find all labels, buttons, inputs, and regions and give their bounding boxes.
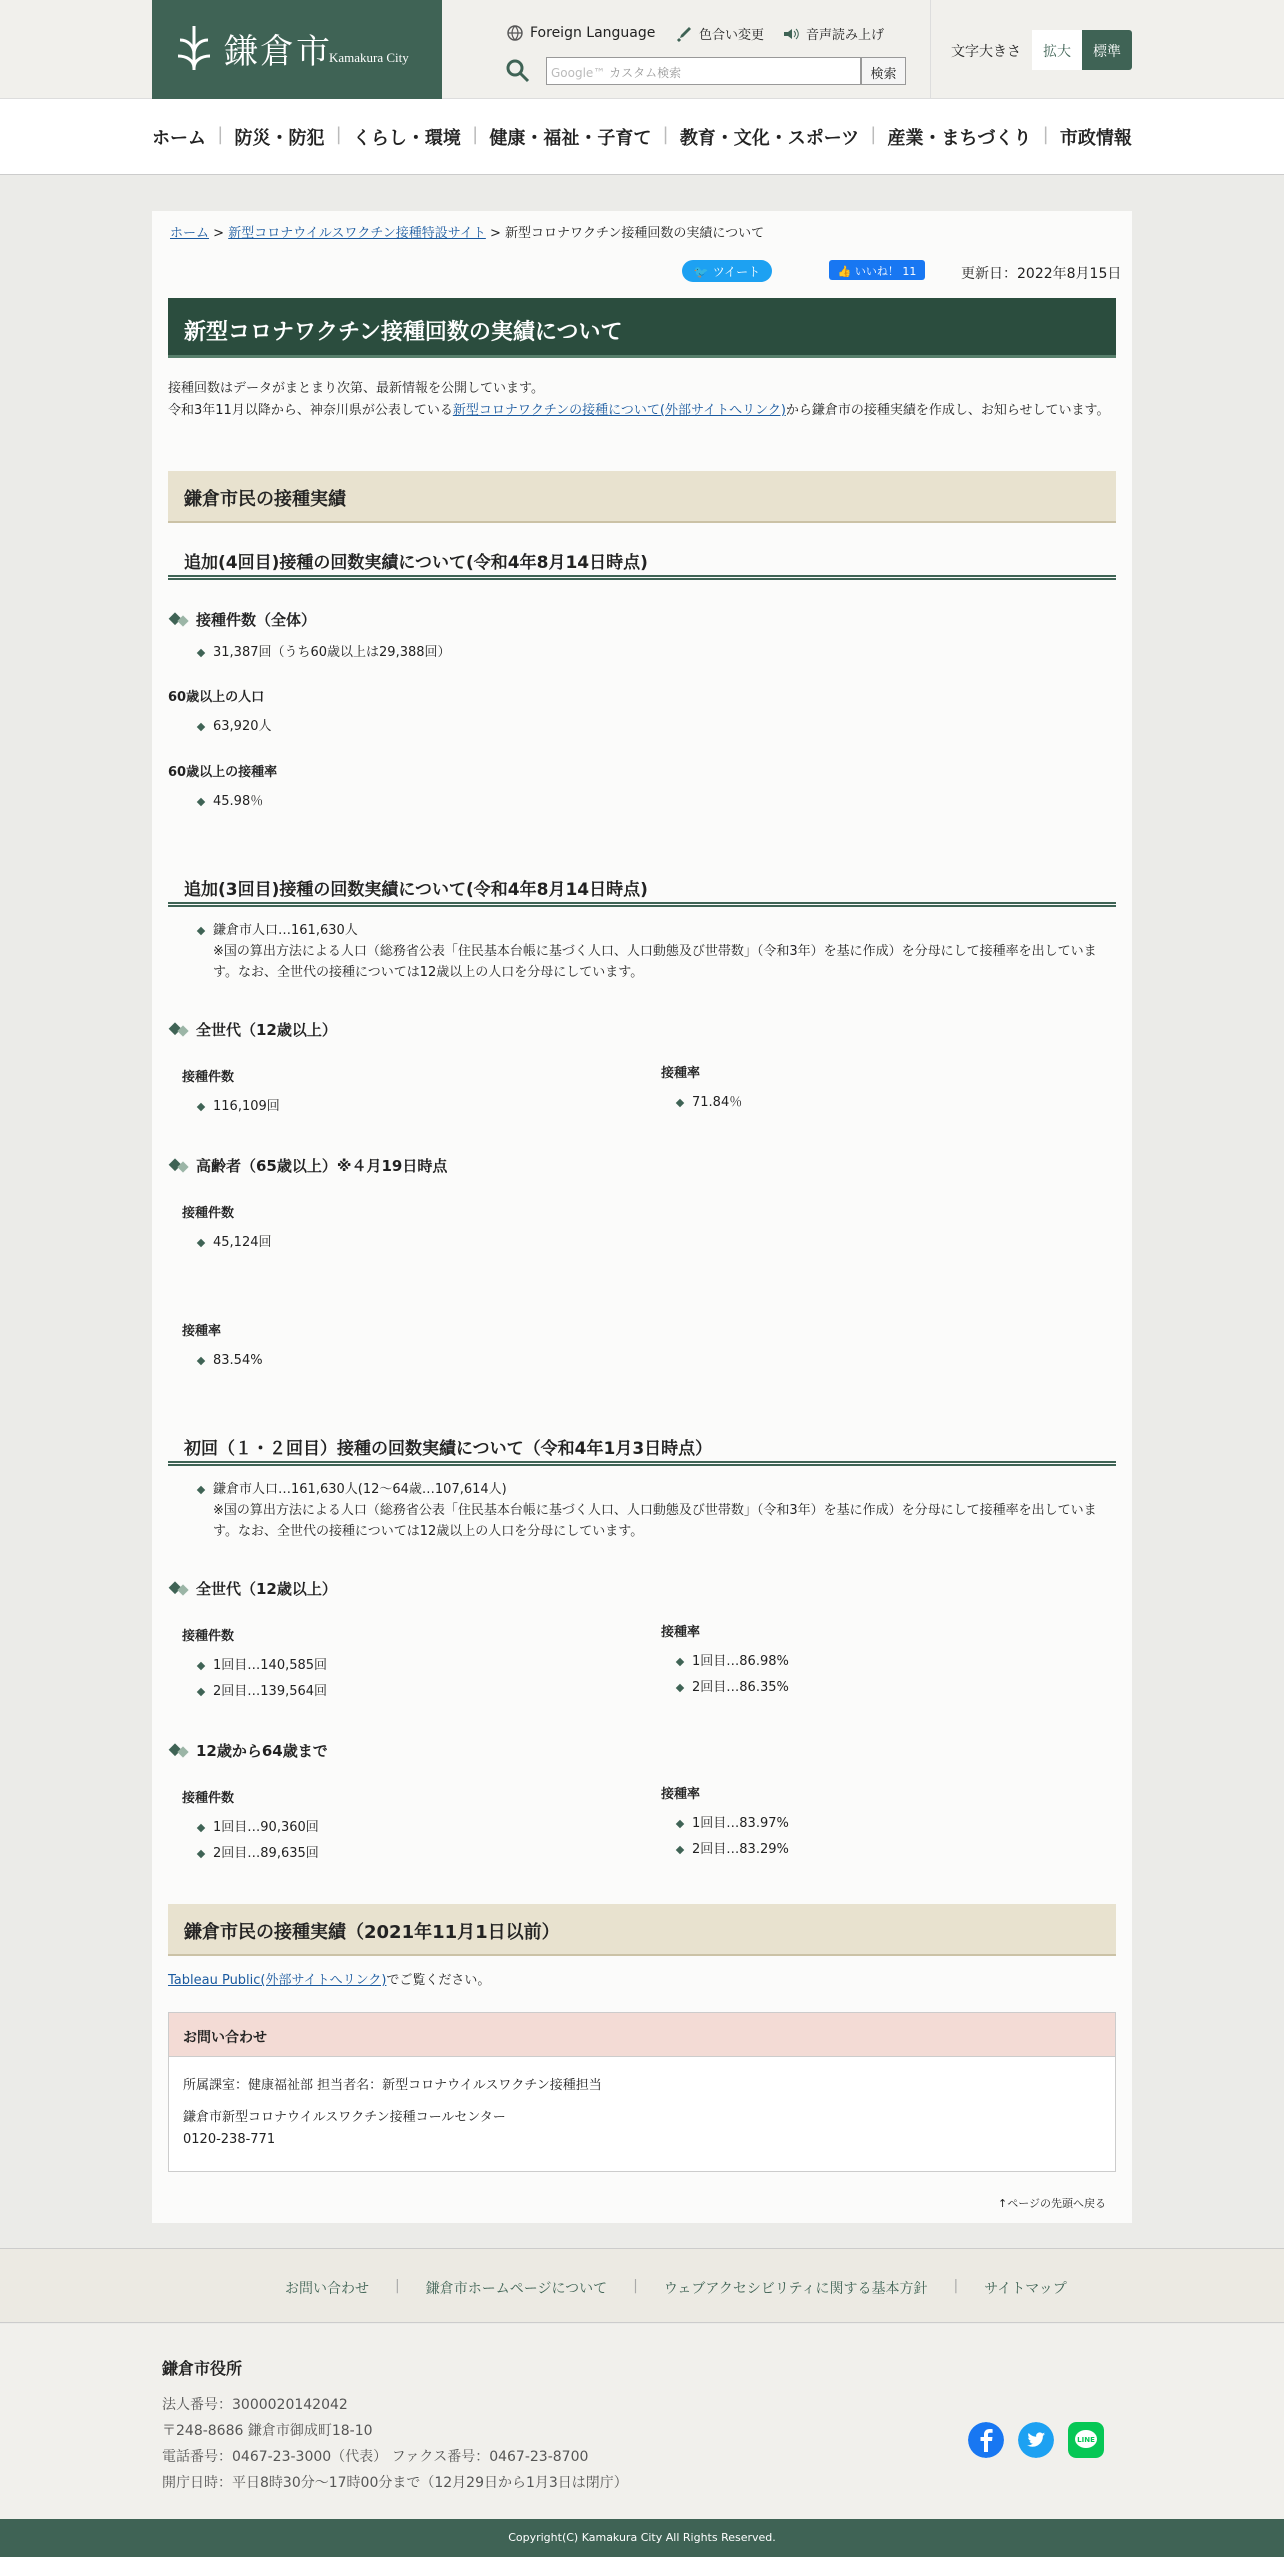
globe-icon [506,24,524,42]
thumbs-up-icon: 👍 [837,265,852,278]
nav-industry[interactable]: 産業・まちづくり [887,128,1032,149]
list-item: 63,920人 [213,717,272,737]
list-item: 1回目…83.97% [692,1814,789,1834]
address: 〒248-8686 鎌倉市御成町18-10 [162,2423,373,2439]
arrow-up-icon: ↑ [998,2197,1008,2210]
footer-link-sitemap[interactable]: サイトマップ [984,2281,1067,2297]
list-item: 鎌倉市人口…161,630人 [213,921,358,941]
subheading-small: 接種件数 [182,1206,235,1221]
font-enlarge-button[interactable]: 拡大 [1032,30,1082,70]
color-change-link[interactable]: 色合い変更 [675,24,764,43]
subheading-small: 接種率 [661,1066,701,1081]
diamond-icon [168,1021,190,1039]
subheading: 12歳から64歳まで [168,1740,328,1761]
svg-text:LINE: LINE [1077,2436,1095,2444]
global-nav: ホーム | 防災・防犯 | くらし・環境 | 健康・福祉・子育て | 教育・文化・スポーツ | 産業・まちづくり | 市政情報 [0,99,1284,175]
subheading-small: 60歳以上の接種率 [168,765,278,780]
list-item: 45,124回 [213,1233,272,1253]
updated-date: 更新日：2022年8月15日 [961,266,1122,282]
like-button[interactable]: 👍 いいね！ 11 [829,260,925,280]
tweet-button[interactable]: 🐦 ツイート [682,260,772,282]
dose3-heading: 追加(3回目)接種の回数実績について(令和4年8月14日時点) [168,867,1116,907]
list-item: 45.98％ [213,792,263,812]
list-item: 116,109回 [213,1097,280,1117]
footer-link-accessibility[interactable]: ウェブアクセシビリティに関する基本方針 [663,2281,928,2297]
foreign-language-link[interactable]: Foreign Language [506,24,655,42]
twitter-icon: 🐦 [693,265,709,279]
corp-number: 法人番号：3000020142042 [162,2397,348,2413]
list-item: 1回目…140,585回 [213,1656,327,1676]
crumb-vaccine-site[interactable]: 新型コロナウイルスワクチン接種特設サイト [228,226,486,241]
subheading: 高齢者（65歳以上）※４月19日時点 [168,1155,447,1176]
subheading: 全世代（12歳以上） [168,1019,337,1040]
inquiry-dept: 所属課室：健康福祉部 担当者名：新型コロナウイルスワクチン接種担当 [183,2078,602,2093]
nav-city-admin[interactable]: 市政情報 [1059,128,1132,149]
search-button[interactable]: 検索 [861,57,906,85]
diamond-icon [168,1580,190,1598]
inquiry-box [168,2012,1116,2172]
section-heading: 鎌倉市民の接種実績（2021年11月1日以前） [168,1904,1116,1956]
twitter-icon[interactable] [1018,2422,1054,2458]
page-top-link[interactable]: ↑ページの先頭へ戻る [998,2197,1106,2210]
facebook-icon[interactable] [968,2422,1004,2458]
office-name: 鎌倉市役所 [162,2359,243,2378]
search-input[interactable]: Google™ カスタム検索 [546,57,861,85]
brush-icon [675,25,693,43]
line-icon[interactable] [1068,2422,1104,2458]
emblem-icon [172,22,216,74]
list-item: 71.84％ [692,1093,742,1113]
note-text: ※国の算出方法による人口（総務省公表「住民基本台帳に基づく人口、人口動態及び世帯数」（令和3年）を基に作成）を分母にして接種率を出しています。なお、全世代の接種については12歳以上の人口を分母にしています。 [213,944,1097,980]
diamond-icon [168,611,190,629]
list-item: 1回目…90,360回 [213,1818,319,1838]
intro-text: 接種回数はデータがまとまり次第、最新情報を公開しています。 令和3年11月以降から、神奈川県が公表している新型コロナワクチンの接種について(外部サイトへリンク)から鎌倉市の接種実績を作成し、お知らせしています。 [168,381,1110,418]
site-header [0,0,1284,99]
main-content [152,211,1132,2223]
city-logo[interactable] [152,0,442,99]
list-item: 31,387回（うち60歳以上は29,388回） [213,643,451,663]
inquiry-title: お問い合わせ [169,2013,1115,2057]
city-name-en: Kamakura City [329,50,409,65]
kanagawa-link[interactable]: 新型コロナワクチンの接種について(外部サイトへリンク) [452,403,786,418]
footer-link-contact[interactable]: お問い合わせ [285,2281,369,2297]
diamond-icon [168,1742,190,1760]
tableau-text: Tableau Public(外部サイトへリンク)でご覧ください。 [168,1973,491,1988]
list-item: 2回目…86.35% [692,1678,789,1698]
subheading-small: 接種率 [182,1324,222,1339]
inquiry-center: 鎌倉市新型コロナウイルスワクチン接種コールセンター [183,2110,506,2125]
copyright: Copyright(C) Kamakura City All Rights Reserved. [0,2519,1284,2557]
inquiry-tel: 0120-238-771 [183,2132,276,2147]
dose4-heading: 追加(4回目)接種の回数実績について(令和4年8月14日時点) [168,540,1116,580]
subheading-small: 60歳以上の人口 [168,690,265,705]
nav-living[interactable]: くらし・環境 [352,128,461,149]
note-text: ※国の算出方法による人口（総務省公表「住民基本台帳に基づく人口、人口動態及び世帯数」（令和3年）を基に作成）を分母にして接種率を出しています。なお、全世代の接種については12歳以上の人口を分母にしています。 [213,1503,1097,1539]
font-size-control [930,0,1284,99]
subheading: 接種件数（全体） [168,609,316,630]
tableau-link[interactable]: Tableau Public(外部サイトへリンク) [168,1973,387,1988]
subheading-small: 接種件数 [182,1791,235,1806]
subheading-small: 接種件数 [182,1070,235,1085]
nav-disaster[interactable]: 防災・防犯 [234,128,325,149]
crumb-current: 新型コロナワクチン接種回数の実績について [505,226,765,241]
list-item: 2回目…83.29% [692,1840,789,1860]
nav-health[interactable]: 健康・福祉・子育て [489,128,652,149]
phone: 電話番号：0467-23-3000（代表） ファクス番号：0467-23-8700 [162,2449,589,2465]
voice-reader-link[interactable]: 音声読み上げ [782,24,884,43]
office-hours: 開庁日時：平日8時30分～17時00分まで（12月29日から1月3日は閉庁） [162,2475,628,2491]
list-item: 83.54% [213,1351,263,1371]
page-title: 新型コロナワクチン接種回数の実績について [168,298,1116,358]
city-name: 鎌倉市 [224,32,332,72]
subheading: 全世代（12歳以上） [168,1578,337,1599]
list-item: 2回目…139,564回 [213,1682,327,1702]
search-icon [505,58,531,84]
footer-link-about[interactable]: 鎌倉市ホームページについて [425,2281,608,2297]
subheading-small: 接種率 [661,1625,701,1640]
list-item: 2回目…89,635回 [213,1844,319,1864]
nav-home[interactable]: ホーム [152,128,206,149]
breadcrumb: ホーム > 新型コロナウイルスワクチン接種特設サイト > 新型コロナワクチン接種回数の実績について [170,226,765,241]
nav-education[interactable]: 教育・文化・スポーツ [679,128,860,149]
font-standard-button[interactable]: 標準 [1082,30,1132,70]
list-item: 1回目…86.98% [692,1652,789,1672]
footer-nav: お問い合わせ | 鎌倉市ホームページについて | ウェブアクセシビリティに関する基本方針 | サイトマップ [0,2248,1284,2323]
subheading-small: 接種率 [661,1787,701,1802]
font-size-label: 文字大きさ [951,44,1021,60]
crumb-home[interactable]: ホーム [170,226,210,241]
dose12-heading: 初回（１・２回目）接種の回数実績について（令和4年1月3日時点） [168,1426,1116,1466]
list-item: 鎌倉市人口…161,630人(12～64歳…107,614人) [213,1480,507,1500]
subheading-small: 接種件数 [182,1629,235,1644]
diamond-icon [168,1157,190,1175]
section-heading: 鎌倉市民の接種実績 [168,471,1116,523]
footer-info [0,2324,1284,2519]
speaker-icon [782,25,800,43]
